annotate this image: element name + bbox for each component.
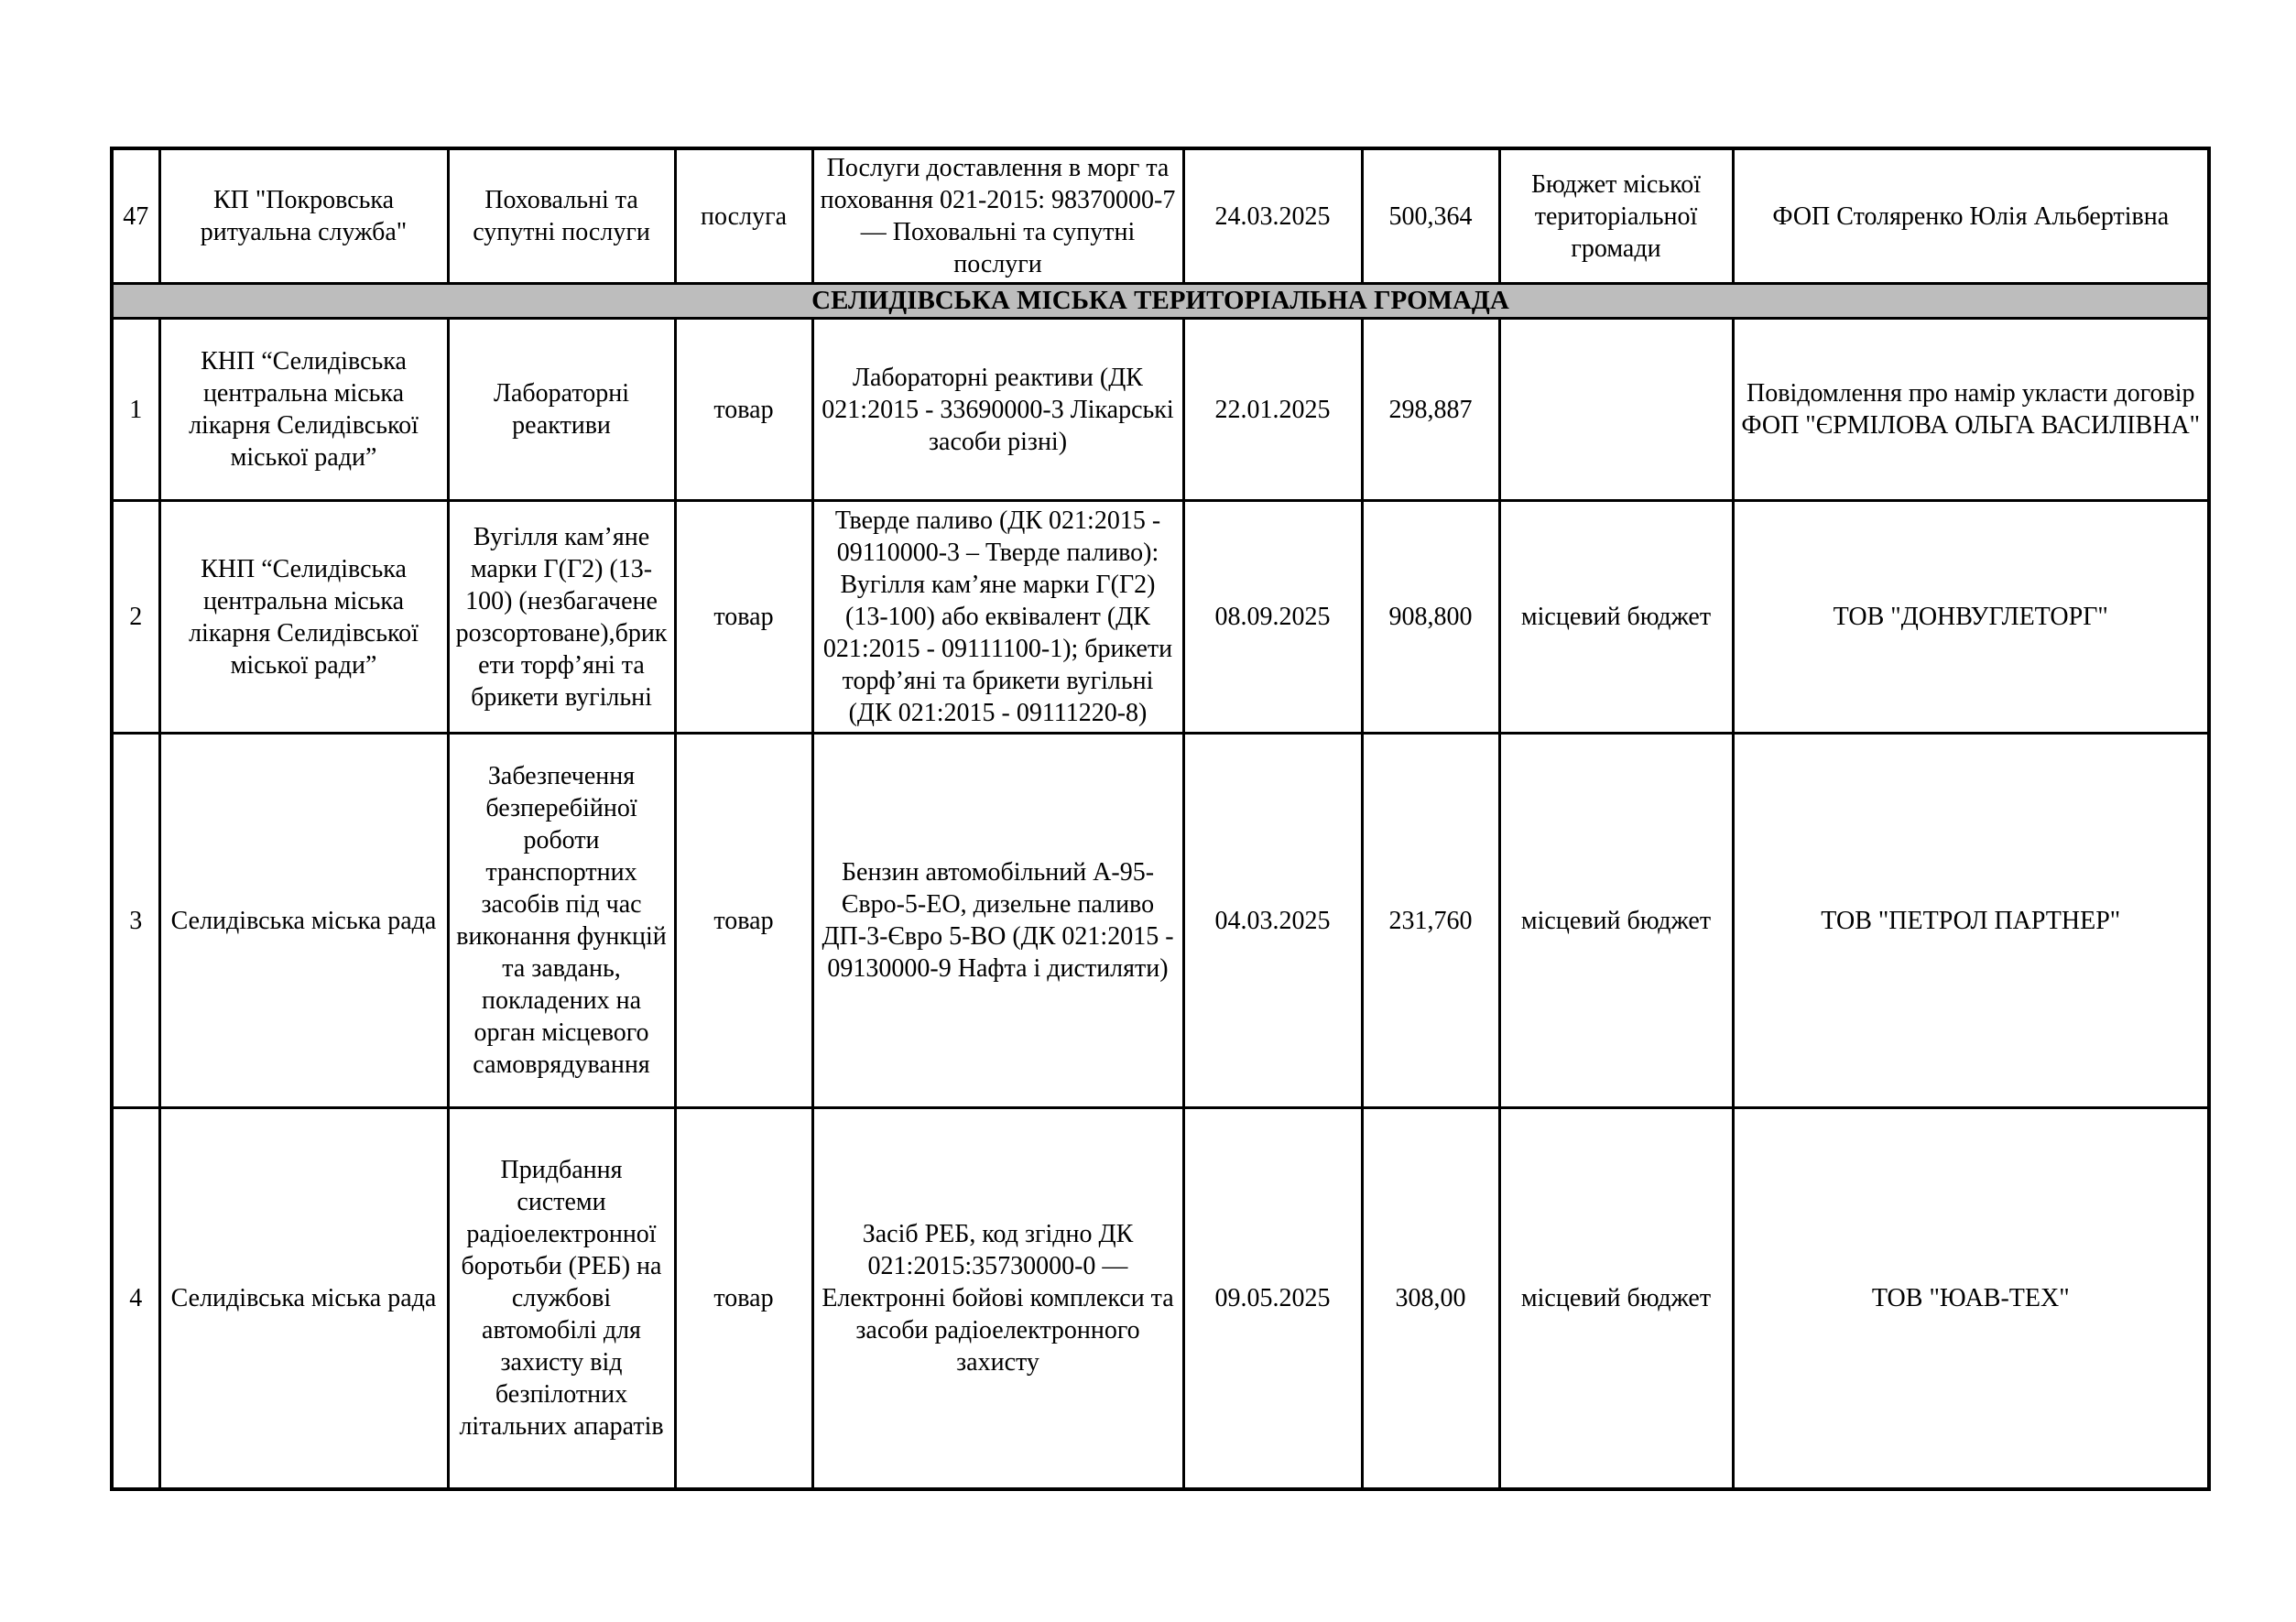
- cell-date: 09.05.2025: [1183, 1108, 1362, 1490]
- cell-amount: 908,800: [1362, 501, 1499, 734]
- table-row: [112, 319, 2209, 501]
- cell-organization: КНП “Селидівська центральна міська лікарня Селидівської міської ради”: [159, 501, 448, 734]
- cell-description: Засіб РЕБ, код згідно ДК 021:2015:35730000-0 — Електронні бойові комплекси та засоби радіоелектронного захисту: [812, 1108, 1183, 1490]
- cell-subject: Лабораторні реактиви: [448, 319, 675, 501]
- cell-contractor: ТОВ "ЮАВ-ТЕХ": [1733, 1108, 2209, 1490]
- cell-contractor: ФОП Столяренко Юлія Альбертівна: [1733, 148, 2209, 284]
- cell-description: Тверде паливо (ДК 021:2015 - 09110000-3 – Тверде паливо): Вугілля кам’яне марки Г(Г2) (13-100) або еквівалент (ДК 021:2015 - 09111100-1); брикети торф’яні та брикети вугільні (ДК 021:2015 - 09111220-8): [812, 501, 1183, 734]
- cell-budget: місцевий бюджет: [1499, 734, 1733, 1108]
- cell-num: 3: [112, 734, 159, 1108]
- cell-amount: 298,887: [1362, 319, 1499, 501]
- section-header-row: [112, 284, 2209, 319]
- procurement-table-body: [112, 148, 2209, 1489]
- cell-contractor: ТОВ "ДОНВУГЛЕТОРГ": [1733, 501, 2209, 734]
- cell-type: товар: [675, 501, 812, 734]
- cell-organization: Селидівська міська рада: [159, 734, 448, 1108]
- cell-organization: КП "Покровська ритуальна служба": [159, 148, 448, 284]
- cell-type: товар: [675, 734, 812, 1108]
- table-row: [112, 148, 2209, 284]
- cell-num: 1: [112, 319, 159, 501]
- cell-type: послуга: [675, 148, 812, 284]
- cell-date: 22.01.2025: [1183, 319, 1362, 501]
- cell-subject: Поховальні та супутні послуги: [448, 148, 675, 284]
- cell-subject: Вугілля кам’яне марки Г(Г2) (13-100) (незбагачене розсортоване),брикети торф’яні та брикети вугільні: [448, 501, 675, 734]
- cell-type: товар: [675, 319, 812, 501]
- cell-description: Бензин автомобільний А-95-Євро-5-ЕО, дизельне паливо ДП-3-Євро 5-ВО (ДК 021:2015 - 09130000-9 Нафта і дистиляти): [812, 734, 1183, 1108]
- cell-budget: місцевий бюджет: [1499, 501, 1733, 734]
- cell-date: 24.03.2025: [1183, 148, 1362, 284]
- cell-num: 47: [112, 148, 159, 284]
- cell-description: Лабораторні реактиви (ДК 021:2015 - 33690000-3 Лікарські засоби різні): [812, 319, 1183, 501]
- table-row: [112, 501, 2209, 734]
- cell-subject: Забезпечення безперебійної роботи транспортних засобів під час виконання функцій та завдань, покладених на орган місцевого самоврядування: [448, 734, 675, 1108]
- cell-budget: місцевий бюджет: [1499, 1108, 1733, 1490]
- cell-contractor: ТОВ "ПЕТРОЛ ПАРТНЕР": [1733, 734, 2209, 1108]
- cell-budget: [1499, 319, 1733, 501]
- cell-type: товар: [675, 1108, 812, 1490]
- cell-subject: Придбання системи радіоелектронної боротьби (РЕБ) на службові автомобілі для захисту від безпілотних літальних апаратів: [448, 1108, 675, 1490]
- table-row: [112, 734, 2209, 1108]
- cell-organization: КНП “Селидівська центральна міська лікарня Селидівської міської ради”: [159, 319, 448, 501]
- cell-contractor: Повідомлення про намір укласти договір ФОП "ЄРМІЛОВА ОЛЬГА ВАСИЛІВНА": [1733, 319, 2209, 501]
- cell-num: 2: [112, 501, 159, 734]
- cell-date: 08.09.2025: [1183, 501, 1362, 734]
- cell-description: Послуги доставлення в морг та поховання 021-2015: 98370000-7 — Поховальні та супутні послуги: [812, 148, 1183, 284]
- procurement-table: [110, 147, 2211, 1491]
- cell-organization: Селидівська міська рада: [159, 1108, 448, 1490]
- cell-budget: Бюджет міської територіальної громади: [1499, 148, 1733, 284]
- cell-date: 04.03.2025: [1183, 734, 1362, 1108]
- cell-amount: 308,00: [1362, 1108, 1499, 1490]
- cell-amount: 231,760: [1362, 734, 1499, 1108]
- section-header: СЕЛИДІВСЬКА МІСЬКА ТЕРИТОРІАЛЬНА ГРОМАДА: [112, 284, 2209, 319]
- table-row: [112, 1108, 2209, 1490]
- cell-amount: 500,364: [1362, 148, 1499, 284]
- cell-num: 4: [112, 1108, 159, 1490]
